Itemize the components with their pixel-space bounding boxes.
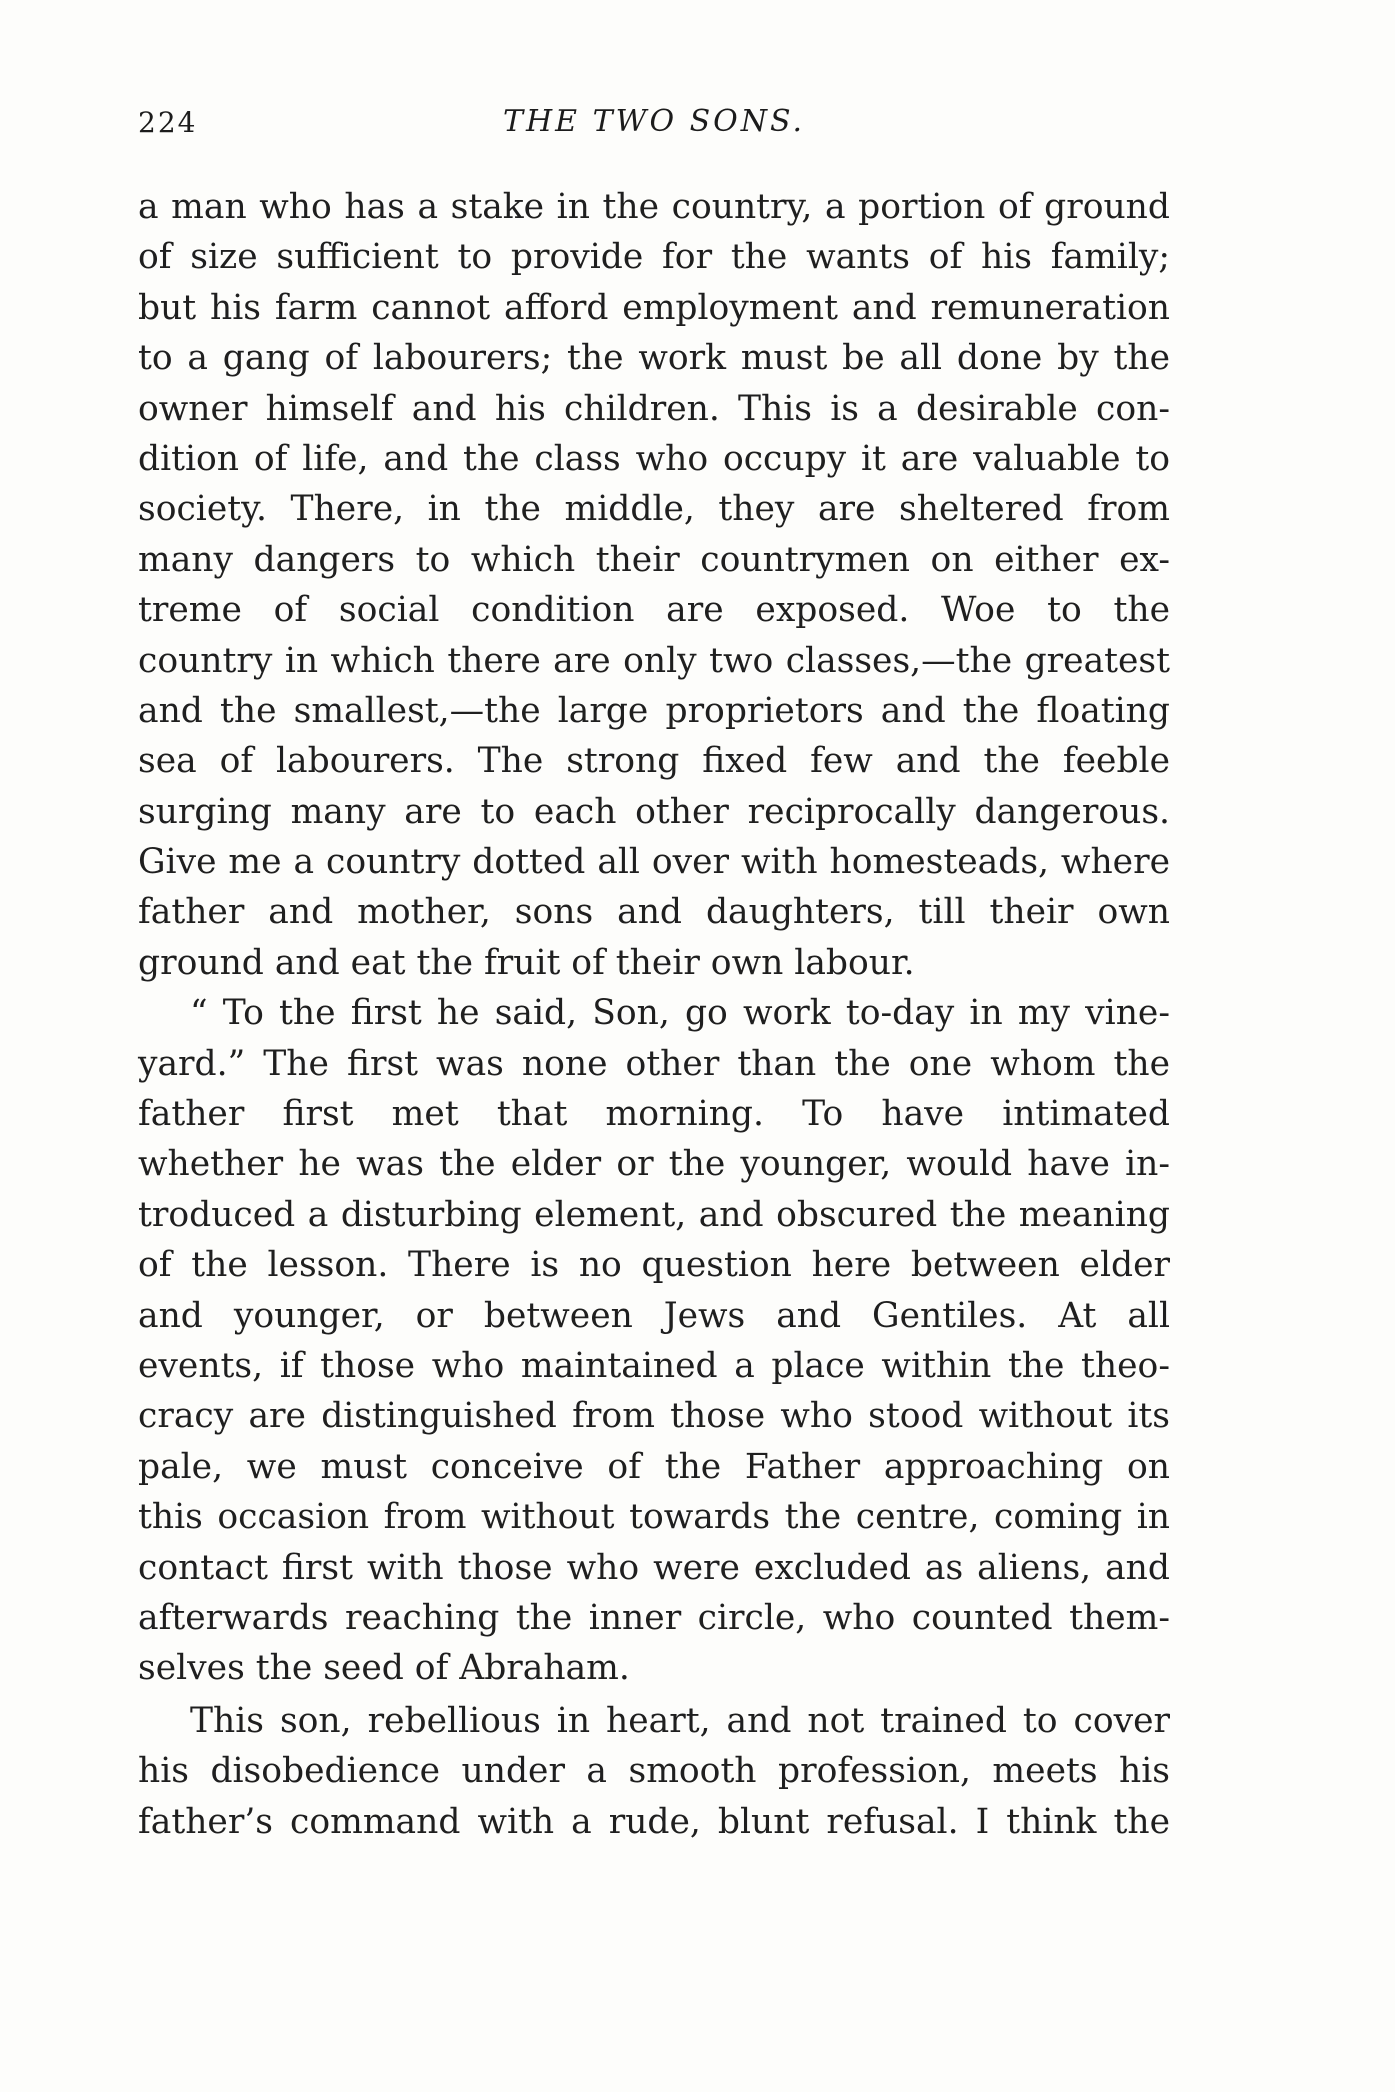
paragraph (138, 988, 1170, 1693)
text-line: ground and eat the fruit of their own labour. (138, 942, 915, 983)
text-line: Give me a country dotted all over with homesteads, where (138, 842, 1170, 883)
text-line: but his farm cannot afford employment and remuneration (138, 287, 1170, 328)
text-line: society. There, in the middle, they are sheltered from (138, 489, 1170, 530)
text-line: to a gang of labourers; the work must be all done by the (138, 338, 1170, 379)
text-line: and younger, or between Jews and Gentiles. At all (138, 1295, 1170, 1336)
text-line: events, if those who maintained a place within the theo- (138, 1345, 1170, 1386)
running-title: THE TWO SONS. (503, 104, 805, 139)
body-text (138, 182, 1170, 1847)
text-line: father’s command with a rude, blunt refusal. I think the (138, 1801, 1170, 1842)
text-line: father first met that morning. To have intimated (138, 1094, 1170, 1135)
text-line: owner himself and his children. This is a desirable con- (138, 388, 1170, 429)
text-line: troduced a disturbing element, and obscured the meaning (138, 1194, 1170, 1235)
text-line: and the smallest,—the large proprietors and the floating (138, 690, 1170, 731)
page-header (138, 100, 1170, 150)
text-line: treme of social condition are exposed. Woe to the (138, 590, 1170, 631)
text-line: whether he was the elder or the younger, would have in- (138, 1144, 1170, 1185)
text-line: his disobedience under a smooth profession, meets his (138, 1751, 1170, 1792)
text-line: pale, we must conceive of the Father approaching on (138, 1446, 1170, 1487)
text-line: This son, rebellious in heart, and not trained to cover (190, 1700, 1170, 1741)
page-number: 224 (138, 106, 198, 139)
text-line: dition of life, and the class who occupy it are valuable to (138, 438, 1170, 479)
text-line: “ To the first he said, Son, go work to-day in my vine- (190, 993, 1170, 1034)
text-line: yard.” The first was none other than the one whom the (138, 1043, 1170, 1084)
text-line: contact first with those who were excluded as aliens, and (138, 1547, 1170, 1588)
text-line: many dangers to which their countrymen on either ex- (138, 539, 1170, 580)
text-line: sea of labourers. The strong fixed few and the feeble (138, 741, 1170, 782)
paragraph (138, 182, 1170, 988)
text-line: country in which there are only two classes,—the greatest (138, 640, 1170, 681)
text-line: of the lesson. There is no question here between elder (138, 1245, 1170, 1286)
text-line: this occasion from without towards the centre, coming in (138, 1497, 1170, 1538)
text-line: surging many are to each other reciprocally dangerous. (138, 791, 1170, 832)
text-line: a man who has a stake in the country, a portion of ground (138, 187, 1170, 227)
text-line: father and mother, sons and daughters, till their own (138, 892, 1170, 933)
text-line: selves the seed of Abraham. (138, 1648, 630, 1689)
text-line: afterwards reaching the inner circle, who counted them- (138, 1597, 1170, 1638)
text-line: cracy are distinguished from those who stood without its (138, 1396, 1170, 1437)
paragraph (138, 1696, 1170, 1847)
text-line: of size sufficient to provide for the wants of his family; (138, 237, 1170, 278)
